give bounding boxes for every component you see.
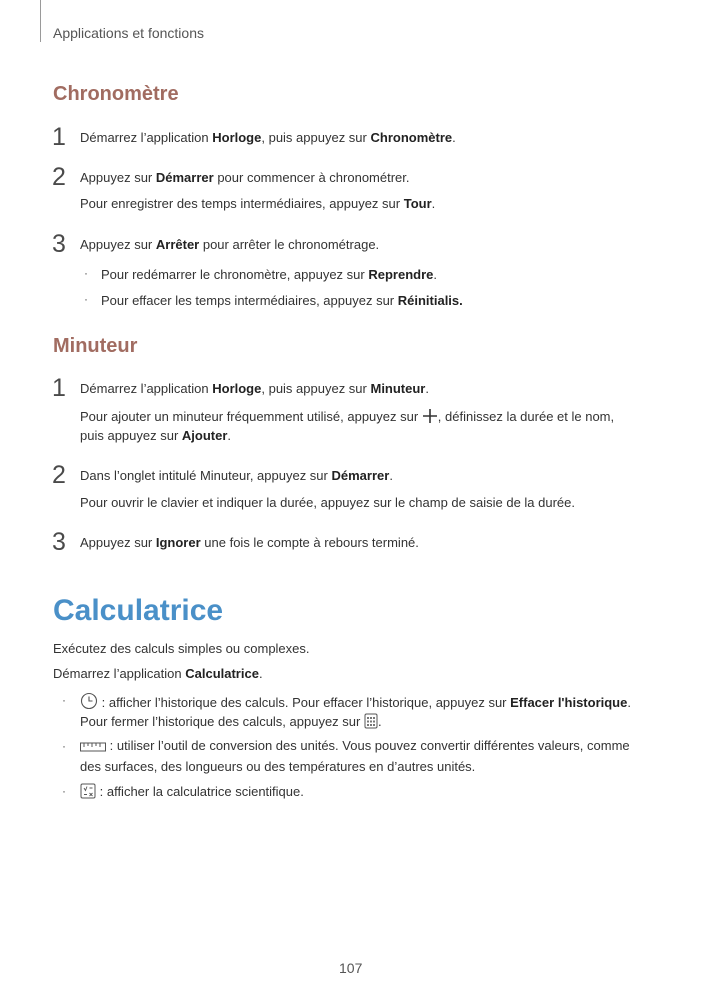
step-subtext: Pour ajouter un minuteur fréquemment utilisé, appuyez sur , définissez la durée et le nom, bbox=[80, 408, 614, 427]
step-subtext: Pour enregistrer des temps intermédiaires, appuyez sur Tour. bbox=[80, 196, 436, 211]
bullet-text: : utiliser l’outil de conversion des unités. Vous pouvez convertir différentes valeurs, comme bbox=[80, 738, 630, 756]
bullet-dot: · bbox=[62, 739, 66, 753]
bullet-text: Pour fermer l’historique des calculs, appuyez sur . bbox=[80, 713, 382, 732]
step-text: Dans l’onglet intitulé Minuteur, appuyez sur Démarrer. bbox=[80, 468, 393, 483]
step-number: 2 bbox=[52, 163, 66, 191]
bullet-text: Pour effacer les temps intermédiaires, appuyez sur Réinitialis. bbox=[101, 293, 463, 308]
bullet-text: : afficher l’historique des calculs. Pour effacer l’historique, appuyez sur Effacer l'historique. bbox=[80, 692, 631, 713]
page-number: 107 bbox=[339, 960, 363, 976]
header-title: Applications et fonctions bbox=[53, 25, 204, 41]
section-title-chronometre: Chronomètre bbox=[53, 83, 179, 105]
step-number: 3 bbox=[52, 528, 66, 556]
step-text: Appuyez sur Arrêter pour arrêter le chronométrage. bbox=[80, 237, 380, 252]
step-text: Appuyez sur Démarrer pour commencer à chronométrer. bbox=[80, 170, 410, 185]
section-title-calculatrice: Calculatrice bbox=[53, 594, 224, 627]
step-number: 1 bbox=[52, 374, 66, 402]
step-text: Démarrez l’application Horloge, puis appuyez sur Minuteur. bbox=[80, 381, 429, 396]
step-subtext: Pour ouvrir le clavier et indiquer la durée, appuyez sur le champ de saisie de la durée. bbox=[80, 495, 575, 510]
bullet-dot: · bbox=[84, 292, 88, 306]
plus-icon bbox=[422, 408, 438, 427]
bullet-dot: · bbox=[62, 784, 66, 798]
bullet-text: Pour redémarrer le chronomètre, appuyez sur Reprendre. bbox=[101, 267, 438, 282]
bullet-dot: · bbox=[62, 693, 66, 707]
keypad-icon bbox=[364, 713, 378, 732]
step-number: 1 bbox=[52, 123, 66, 151]
header-rule bbox=[40, 0, 41, 42]
bullet-dot: · bbox=[84, 266, 88, 280]
scientific-calc-icon bbox=[80, 783, 96, 802]
bullet-text: des surfaces, des longueurs ou des températures en d’autres unités. bbox=[80, 759, 476, 774]
step-number: 3 bbox=[52, 230, 66, 258]
step-text: Appuyez sur Ignorer une fois le compte à rebours terminé. bbox=[80, 535, 419, 550]
intro-text: Exécutez des calculs simples ou complexes. bbox=[53, 641, 310, 656]
bullet-text: : afficher la calculatrice scientifique. bbox=[80, 783, 304, 802]
clock-icon bbox=[80, 692, 98, 713]
ruler-icon bbox=[80, 741, 106, 756]
step-number: 2 bbox=[52, 461, 66, 489]
section-title-minuteur: Minuteur bbox=[53, 335, 138, 357]
step-subtext: puis appuyez sur Ajouter. bbox=[80, 428, 232, 443]
intro-text: Démarrez l’application Calculatrice. bbox=[53, 666, 263, 681]
step-text: Démarrez l’application Horloge, puis appuyez sur Chronomètre. bbox=[80, 130, 456, 145]
